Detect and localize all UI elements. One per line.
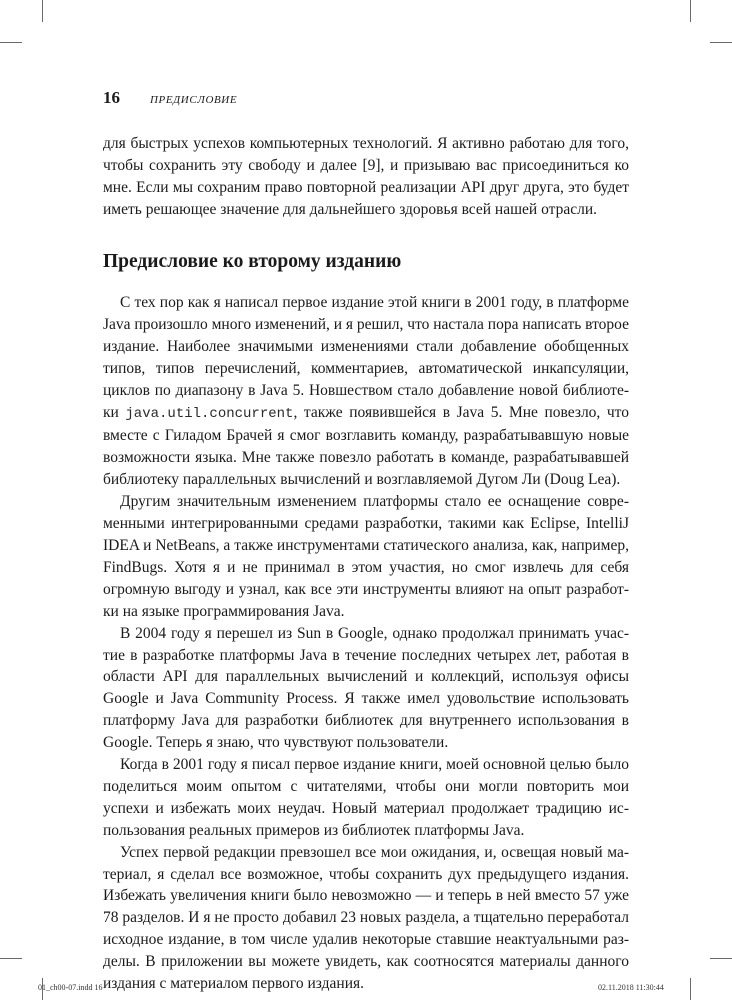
- footer-timestamp: 02.11.2018 11:30:44: [598, 983, 664, 992]
- intro-text-block: [103, 133, 629, 221]
- paragraph-4: Когда в 2001 году я писал первое издание книги, моей основной целью было поделиться моим опытом с читателями, чтобы они могли повторить мои успехи и избежать моих неудач. Новый материал продолжает традицию использования реальных примеров из библиотек платформы Java.: [103, 756, 629, 839]
- crop-mark-bottom-left-h: [0, 958, 22, 959]
- crop-mark-top-left-h: [0, 42, 22, 43]
- section-heading: Предисловие ко второму изданию: [103, 251, 402, 272]
- crop-mark-top-left: [42, 0, 43, 22]
- code-package-name: java.util.concurrent: [125, 405, 294, 422]
- footer-file-slug: 01_ch00-07.indd 16: [38, 983, 103, 992]
- intro-paragraph: для быстрых успехов компьютерных технологий. Я активно работаю для того, чтобы сохранить эту свободу и далее [9], и призываю вас присоединиться ко мне. Если мы сохраним право повторной реализации API друг друга, это будет иметь решающее значение для дальнейшего здоровья всей нашей отрасли.: [103, 135, 629, 218]
- body-text-block: [103, 292, 629, 995]
- crop-mark-top-right: [690, 0, 691, 22]
- crop-mark-top-right-h: [710, 42, 732, 43]
- paragraph-1: [103, 292, 629, 491]
- crop-mark-bottom-right-h: [710, 958, 732, 959]
- paragraph-1-text-end: , также появившейся в Java 5. Мне повезло, что вместе с Гиладом Брачей я смог возглавить команду, разрабатывавшую новые возможности языка. Мне также повезло работать в команде, разрабатывавшей библиотеку параллельных вычислений и возглавляемой Дугом Ли (Doug Lea).: [103, 403, 629, 489]
- page-number: 16: [103, 88, 120, 107]
- running-head: ПРЕДИСЛОВИЕ: [150, 94, 238, 106]
- paragraph-5: Успех первой редакции превзошел все мои ожидания, и, освещая новый материал, я сделал все возможное, чтобы сохранить дух предыдущего издания. Избежать увеличения книги было невозможно — и теперь в ней вместо 57 уже 78 разделов. И я не просто добавил 23 новых раздела, а тщательно переработал исходное издание, в том числе удалив некоторые ставшие неактуальными разделы. В приложении вы можете увидеть, как соотносятся материалы данного издания с материалом первого издания.: [103, 843, 629, 993]
- paragraph-1-text-start: С тех пор как я написал первое издание этой книги в 2001 году, в платформе Java произошло много изменений, и я решил, что настала пора написать второе издание. Наиболее значимыми изменениями стали добавление обобщенных типов, типов перечислений, комментариев, автоматической инкапсуляции, циклов по диапазону в Java 5. Новшеством стало добавление новой библиотеки: [103, 294, 629, 421]
- crop-mark-bottom-right: [690, 978, 691, 1000]
- paragraph-3: В 2004 году я перешел из Sun в Google, однако продолжал принимать участие в разработке платформы Java в течение последних четырех лет, работая в области API для параллельных вычислений и коллекций, используя офисы Google и Java Community Process. Я также имел удовольствие использовать платформу Java для разработки библиотек для внутреннего использования в Google. Теперь я знаю, что чувствуют пользователи.: [103, 624, 629, 752]
- page-header: [103, 88, 237, 108]
- paragraph-2: Другим значительным изменением платформы стало ее оснащение современными интегрированными средами разработки, такими как Eclipse, IntelliJ IDEA и NetBeans, а также инструментами статического анализа, как, например, FindBugs. Хотя я и не принимал в этом участия, но смог извлечь для себя огромную выгоду и узнал, как все эти инструменты влияют на опыт разработки на языке программирования Java.: [103, 493, 629, 620]
